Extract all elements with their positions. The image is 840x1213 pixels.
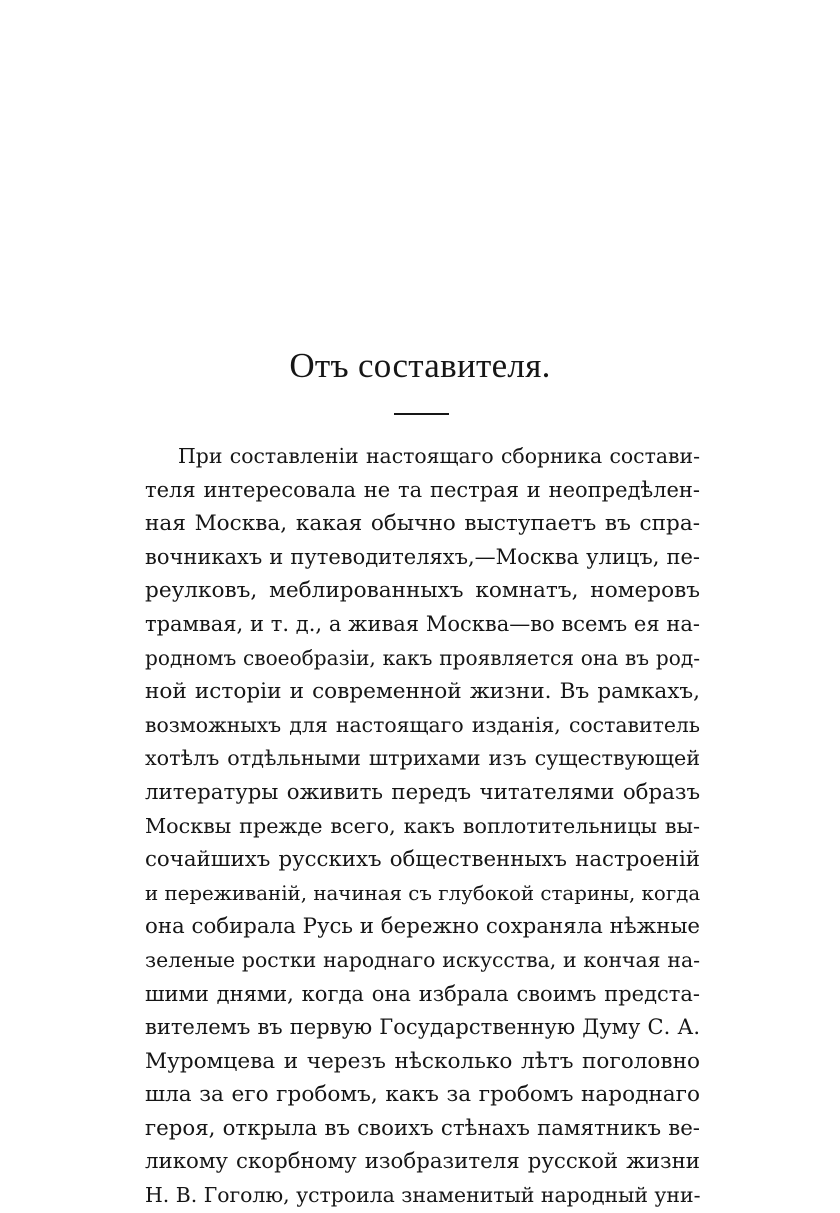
text-line: сочайшихъ русскихъ общественныхъ настроеній	[145, 847, 700, 873]
text-line: родномъ своеобразіи, какъ проявляется она въ род-	[145, 645, 700, 670]
text-line: хотѣлъ отдѣльными штрихами изъ существующей	[145, 746, 700, 771]
text-line: При составленіи настоящаго сборника состави-	[178, 444, 700, 468]
text-line: и переживаній, начиная съ глубокой старины, когда	[145, 881, 701, 905]
text-line: Н. В. Гоголю, устроила знаменитый народный уни-	[145, 1183, 701, 1208]
text-line: ной исторіи и современной жизни. Въ рамкахъ,	[145, 679, 700, 705]
text-line: ликому скорбному изобразителя русской жизни	[145, 1149, 700, 1175]
body-text	[145, 440, 700, 1213]
text-line: вочникахъ и путеводителяхъ,—Москва улицъ, пе-	[145, 544, 700, 569]
text-line: вителемъ въ первую Государственную Думу С. А.	[145, 1015, 700, 1040]
text-line: теля интересовала не та пестрая и неопредѣлен-	[145, 477, 700, 502]
text-line: героя, открыла въ своихъ стѣнахъ памятникъ ве-	[145, 1115, 700, 1141]
title-divider	[394, 413, 449, 415]
text-line: шла за его гробомъ, какъ за гробомъ народнаго	[145, 1082, 700, 1108]
text-line: зеленые ростки народнаго искусства, и кончая на-	[145, 947, 700, 972]
text-line: ная Москва, какая обычно выступаетъ въ спра-	[145, 511, 700, 537]
text-line: Москвы прежде всего, какъ воплотительницы вы-	[145, 813, 700, 838]
text-line: она собирала Русь и бережно сохраняла нѣжные	[145, 914, 700, 940]
text-line: возможныхъ для настоящаго изданія, составитель	[145, 712, 700, 737]
text-line: реулковъ, меблированныхъ комнатъ, номеровъ	[145, 578, 700, 604]
text-line: литературы оживить передъ читателями образъ	[145, 779, 700, 805]
text-line: Муромцева и черезъ нѣсколько лѣтъ поголовно	[145, 1048, 700, 1074]
text-line: трамвая, и т. д., а живая Москва—во всемъ ея на-	[145, 611, 700, 636]
page-title: Отъ составителя.	[289, 346, 551, 385]
text-line: шими днями, когда она избрала своимъ предста-	[145, 981, 700, 1006]
